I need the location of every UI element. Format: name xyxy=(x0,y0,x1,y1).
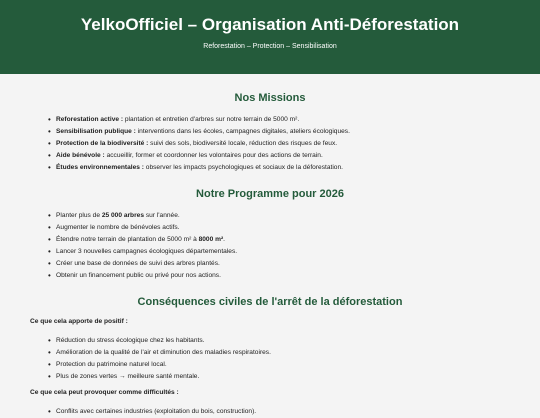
programme-item: • Obtenir un financement public ou privé pour nos actions. xyxy=(48,270,510,282)
difficulties-subheading: Ce que cela peut provoquer comme difficultés : xyxy=(30,389,179,396)
positive-subheading: Ce que cela apporte de positif : xyxy=(30,318,128,325)
page-title: YelkoOfficiel – Organisation Anti-Déforestation xyxy=(80,15,460,34)
programme-item: • Lancer 3 nouvelles campagnes écologiques départementales. xyxy=(48,246,510,258)
mission-item: • Protection de la biodiversité : suivi des sols, biodiversité locale, réduction des risques de feux. xyxy=(48,138,510,150)
programme-heading: Notre Programme pour 2026 xyxy=(196,188,344,200)
main-content xyxy=(0,92,540,418)
positive-list xyxy=(48,335,510,383)
page-subtitle: Reforestation – Protection – Sensibilisation xyxy=(203,43,337,50)
positive-item: • Protection du patrimoine naturel local. xyxy=(48,359,510,371)
missions-heading: Nos Missions xyxy=(234,92,306,104)
mission-item: • Sensibilisation publique : interventions dans les écoles, campagnes digitales, ateliers écologiques. xyxy=(48,126,510,138)
difficulties-list xyxy=(48,406,510,418)
site-header xyxy=(0,0,540,74)
positive-item: • Plus de zones vertes → meilleure santé mentale. xyxy=(48,371,510,383)
difficulty-item: • Conflits avec certaines industries (exploitation du bois, construction). xyxy=(48,406,510,418)
programme-item: • Augmenter le nombre de bénévoles actifs. xyxy=(48,222,510,234)
consequences-heading: Conséquences civiles de l'arrêt de la déforestation xyxy=(137,296,403,308)
programme-item: • Créer une base de données de suivi des arbres plantés. xyxy=(48,258,510,270)
missions-list xyxy=(48,114,510,174)
programme-item: • Planter plus de 25 000 arbres sur l'année. xyxy=(48,210,510,222)
programme-list xyxy=(48,210,510,282)
positive-item: • Réduction du stress écologique chez les habitants. xyxy=(48,335,510,347)
programme-item: • Étendre notre terrain de plantation de 5000 m² à 8000 m². xyxy=(48,234,510,246)
mission-item: • Reforestation active : plantation et entretien d'arbres sur notre terrain de 5000 m². xyxy=(48,114,510,126)
mission-item: • Aide bénévole : accueillir, former et coordonner les volontaires pour des actions de terrain. xyxy=(48,150,510,162)
mission-item: • Études environnementales : observer les impacts psychologiques et sociaux de la déforestation. xyxy=(48,162,510,174)
positive-item: • Amélioration de la qualité de l'air et diminution des maladies respiratoires. xyxy=(48,347,510,359)
